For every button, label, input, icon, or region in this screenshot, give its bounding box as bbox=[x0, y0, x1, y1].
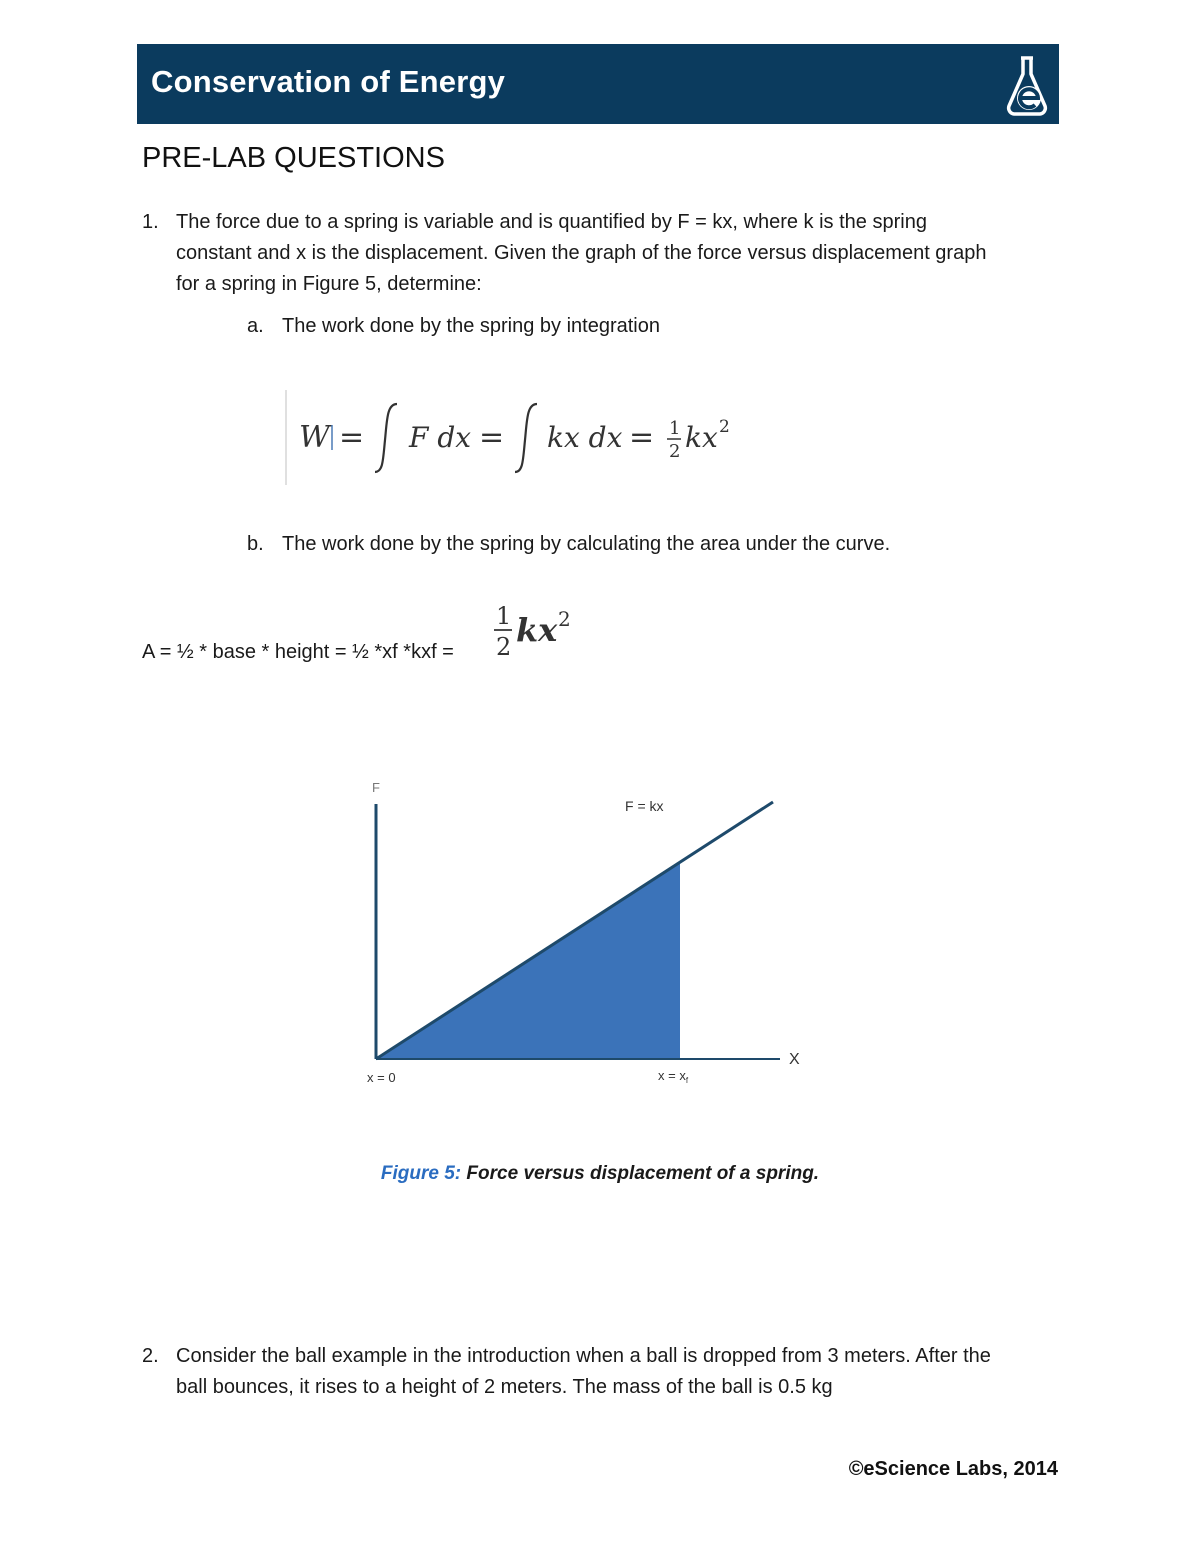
document-title: Conservation of Energy bbox=[151, 64, 506, 99]
svg-text:2: 2 bbox=[496, 633, 512, 661]
svg-text:2: 2 bbox=[558, 607, 571, 631]
integration-equation bbox=[285, 390, 757, 485]
subquestion-b-text: The work done by the spring by calculating the area under the curve. bbox=[282, 533, 891, 555]
copyright-footer: ©eScience Labs, 2014 bbox=[848, 1458, 1058, 1480]
f-axis-label: F bbox=[372, 780, 380, 795]
x0-label: x = 0 bbox=[367, 1070, 396, 1085]
svg-text:kx: kx bbox=[516, 611, 558, 649]
question-2-line-1: Consider the ball example in the introduction when a ball is dropped from 3 meters. After the bbox=[176, 1345, 991, 1367]
svg-text:W: W bbox=[299, 420, 330, 455]
figure-caption-text: Force versus displacement of a spring. bbox=[461, 1163, 820, 1184]
svg-text:1: 1 bbox=[496, 602, 512, 630]
half-kx-squared-formula bbox=[492, 600, 582, 665]
svg-text:=: = bbox=[629, 420, 655, 455]
svg-text:1: 1 bbox=[669, 418, 681, 439]
question-2-number: 2. bbox=[142, 1345, 159, 1367]
question-1-line-2: constant and x is the displacement. Given the graph of the force versus displacement graph bbox=[176, 242, 987, 264]
svg-text:=: = bbox=[339, 420, 365, 455]
xf-label: $x = x_f$ bbox=[658, 1068, 689, 1085]
svg-text:F dx: F dx bbox=[409, 421, 472, 454]
svg-text:kx: kx bbox=[685, 421, 718, 454]
subquestion-b-label: b. bbox=[247, 533, 264, 555]
subquestion-a-label: a. bbox=[247, 315, 264, 337]
question-1-line-1: The force due to a spring is variable and is quantified by F = kx, where k is the spring bbox=[176, 211, 927, 233]
figure-caption-label: Figure 5: bbox=[380, 1163, 462, 1184]
x-axis-label: X bbox=[789, 1051, 800, 1068]
svg-text:kx dx: kx dx bbox=[547, 421, 623, 454]
figure-caption bbox=[0, 1163, 1200, 1185]
integration-equation-image bbox=[287, 390, 757, 485]
subquestion-a-text: The work done by the spring by integration bbox=[282, 315, 660, 337]
question-1-line-3: for a spring in Figure 5, determine: bbox=[176, 273, 482, 295]
force-displacement-figure bbox=[340, 770, 820, 1100]
escience-flask-logo-icon bbox=[1005, 54, 1049, 116]
svg-text:2: 2 bbox=[719, 417, 730, 437]
line-label: F = kx bbox=[625, 798, 664, 814]
question-1-number: 1. bbox=[142, 211, 159, 233]
section-heading: PRE-LAB QUESTIONS bbox=[142, 142, 445, 174]
area-formula-text: A = ½ * base * height = ½ *xf *kxf = bbox=[142, 641, 454, 663]
svg-text:2: 2 bbox=[669, 441, 681, 462]
header-bar bbox=[137, 44, 1059, 124]
svg-text:=: = bbox=[479, 420, 505, 455]
question-2-line-2: ball bounces, it rises to a height of 2 meters. The mass of the ball is 0.5 kg bbox=[176, 1376, 833, 1398]
